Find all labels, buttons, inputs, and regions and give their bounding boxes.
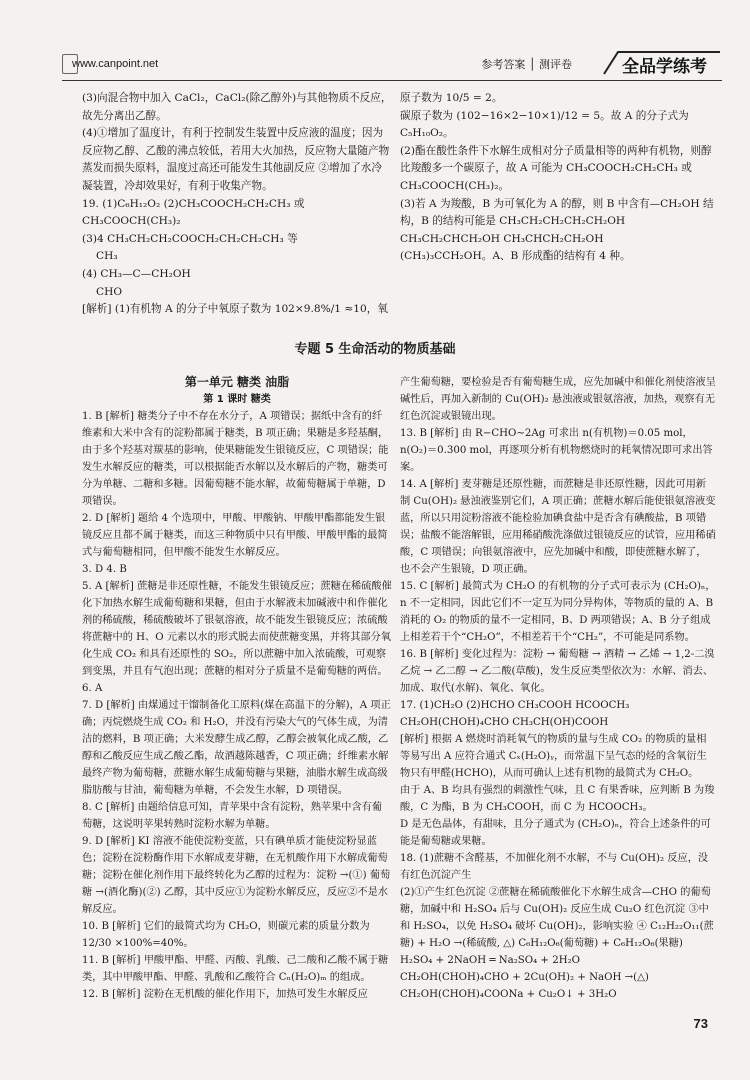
answer-item: 2. D [解析] 题给 4 个选项中，甲酸、甲酸钠、甲酸甲酯都能发生银镜反应且都不属于糖类，而这三种物质中只有甲酸、甲酸甲酯的最简式与葡萄糖相同，但甲酸不能发生水解反应。 [82, 513, 388, 558]
paragraph: 原子数为 10/5 = 2。 [400, 92, 503, 104]
paragraph: (3)4 CH₃CH₂CH₂COOCH₂CH₂CH₂CH₃ 等 [82, 232, 298, 245]
unit-title: 第一单元 糖类 油脂 [184, 375, 290, 389]
answer-item: 12. B [解析] 淀粉在无机酸的催化作用下，加热可发生水解反应 [82, 989, 368, 1000]
answer-column-bottom-right [400, 374, 716, 1003]
answer-item: 13. B [解析] 由 R−CHO∼2Ag 可求出 n(有机物)＝0.05 mol，n(O₂)＝0.300 mol，再逐项分析有机物燃烧时的耗氧情况即可求出答案。 [400, 428, 713, 473]
answer-item: 7. D [解析] 由煤通过干馏制备化工原料(煤在高温下的分解)，A 项正确；丙烷燃烧生成 CO₂ 和 H₂O，并没有污染大气的气体生成，为清洁的燃料，B 项正确；大米发酵生成乙醇，乙醇会被氧化成乙酸，乙醇和乙酸反应生成乙酸乙酯，故酒越陈越香，C 项正确；纤维素水解最终产物为葡萄糖，蔗糖水解生成葡萄糖与果糖，油脂水解生成高级脂肪酸与甘油，葡萄糖为单糖，不会发生水解，D 项错误。 [82, 700, 391, 796]
answer-item: 9. D [解析] KI 溶液不能使淀粉变蓝，只有碘单质才能使淀粉显蓝色；淀粉在淀粉酶作用下水解成麦芽糖，在无机酸作用下水解成葡萄糖；淀粉在催化剂作用下最终转化为乙醇的过程为：淀粉 →(①) 葡萄糖 →(酒化酶)(②) 乙醇，其中反应①为淀粉水解反应，反应②不是水解反应。 [82, 836, 391, 915]
answer-item: 11. B [解析] 甲酸甲酯、甲醛、丙酸、乳酸、己二酸和乙酸不属于糖类，其中甲酸甲酯、甲醛、乳酸和乙酸符合 Cₙ(H₂O)ₘ 的组成。 [82, 955, 389, 983]
answer-column-top-right [400, 90, 716, 266]
answer-item: 17. (1)CH₂O (2)HCHO CH₃COOH HCOOCH₃ CH₂OH(CHOH)₄CHO CH₃CH(OH)COOH [400, 700, 630, 728]
paragraph: (2)酯在酸性条件下水解生成相对分子质量相等的两种有机物，则醇比羧酸多一个碳原子，故 A 可能为 CH₃COOCH₂CH₂CH₃ 或 CH₃COOCH(CH₃)₂。 [400, 144, 712, 192]
lesson-title: 第 1 课时 糖类 [203, 394, 271, 405]
brand-logo-icon [602, 48, 722, 78]
answer-item: D 是无色晶体，有甜味，且分子通式为 (CH₂O)ₙ，符合上述条件的可能是葡萄糖或果糖。 [400, 819, 711, 847]
paragraph: (4)①增加了温度计，有利于控制发生装置中反应液的温度；因为反应物乙醇、乙酸的沸点较低，若用大火加热，反应物大量随产物蒸发而损失原料，温度过高还可能发生其他副反应 ②增加了水冷凝装置，冷却效果好，有利于收集产物。 [82, 127, 390, 192]
answer-item: 由于 A、B 均具有强烈的刺激性气味，且 C 有果香味，应判断 B 为羧酸，C 为酯，B 为 CH₃COOH，而 C 为 HCOOCH₃。 [400, 785, 715, 813]
answer-item: 6. A [82, 683, 103, 694]
answer-item: 1. B [解析] 糖类分子中不存在水分子，A 项错误；据纸中含有的纤维素和大米中含有的淀粉都属于糖类，B 项正确；果糖是多羟基酮，由于多个羟基对羰基的影响，使果糖能发生银镜反应，C 项错误；能发生水解反应的糖类，可以根据能否水解以及水解后的产物，糖类可分为单糖、二糖和多糖。因葡萄糖不能水解，故葡萄糖属于单糖，D 项错误。 [82, 411, 389, 507]
section-title: 专题 5 生命活动的物质基础 [294, 342, 456, 357]
logo-text: 全品学练考 [622, 57, 707, 77]
answer-item: 18. (1)蔗糖不含醛基，不加催化剂不水解，不与 Cu(OH)₂ 反应，没有红色沉淀产生 [400, 853, 709, 881]
answer-item: 16. B [解析] 变化过程为：淀粉 → 葡萄糖 → 酒精 → 乙烯 → 1,2-二溴乙烷 → 乙二醇 → 乙二酸(草酸)，发生反应类型依次为：水解、消去、加成、取代(水解)、氧化、氧化。 [400, 649, 715, 694]
structure-line: (4) CH₃—C—CH₂OH [82, 267, 191, 280]
answer-item: 产生葡萄糖，要检验是否有葡萄糖生成，应先加碱中和催化剂使溶液呈碱性后，再加入新制的 Cu(OH)₂ 悬浊液或银氨溶液，加热，观察有无红色沉淀或银镜出现。 [400, 377, 716, 422]
equation-line: H₂SO₄ + 2NaOH ═ Na₂SO₄ + 2H₂O [400, 955, 581, 966]
answer-item: 14. A [解析] 麦芽糖是还原性糖，而蔗糖是非还原性糖，因此可用新制 Cu(OH)₂ 悬浊液鉴别它们，A 项正确；蔗糖水解后能使银氨溶液变蓝，所以只用淀粉溶液不能检验加碘食盐中是否含有碘酸盐，B 项错误；盐酸不能溶解银，应用稀硝酸洗涤做过银镜反应的试管，应用稀硝酸，C 项错误；向银氨溶液中，应先加碱中和酸，即使蔗糖水解了，也不会产生银镜，D 项正确。 [400, 479, 716, 575]
answer-item: (2)①产生红色沉淀 ②蔗糖在稀硫酸催化下水解生成含—CHO 的葡萄糖，加碱中和 H₂SO₄ 后与 Cu(OH)₂ 反应生成 Cu₂O 红色沉淀 ③中和 H₂SO₄，以免 H₂SO₄ 破坏 Cu(OH)₂，影响实验 ④ C₁₂H₂₂O₁₁(蔗糖) + H₂O →(稀硫酸, △) C₆H₁₂O₆(葡萄糖) + C₆H₁₂O₆(果糖) [400, 887, 714, 949]
paragraph: (3)若 A 为羧酸，B 为可氧化为 A 的醇，则 B 中含有—CH₂OH 结构，B 的结构可能是 CH₃CH₂CH₂CH₂CH₂OH [400, 197, 714, 228]
equation-line: CH₂OH(CHOH)₄CHO + 2Cu(OH)₂ + NaOH →(△) CH₂OH(CHOH)₄COONa + Cu₂O↓ + 3H₂O [400, 972, 649, 1000]
answer-item: 10. B [解析] 它们的最简式均为 CH₂O，则碳元素的质量分数为 12/30 ×100%=40%。 [82, 921, 370, 949]
answer-item: 8. C [解析] 由题给信息可知，青苹果中含有淀粉，熟苹果中含有葡萄糖，这说明苹果转熟时淀粉水解为单糖。 [82, 802, 383, 830]
page-number: 73 [693, 1016, 708, 1031]
answer-column-bottom-left [82, 374, 392, 1003]
paragraph: 碳原子数为 (102−16×2−10×1)/12 = 5。故 A 的分子式为 C₅H₁₀O₂。 [400, 109, 689, 140]
paragraph: [解析] (1)有机物 A 的分子中氧原子数为 102×9.8%/1 ≈10，氧 [82, 303, 388, 316]
page-header [62, 48, 722, 81]
header-reference: 参考答案 │ 测评卷 [481, 58, 572, 71]
answer-column-top-left [82, 90, 392, 319]
site-url: www.canpoint.net [72, 58, 159, 70]
paragraph: (CH₃)₃CCH₂OH。A、B 形成酯的结构有 4 种。 [400, 250, 631, 263]
book-icon [62, 54, 78, 74]
structure-line: CHO [96, 285, 123, 298]
paragraph: 19. (1)C₆H₁₂O₂ (2)CH₃COOCH₂CH₂CH₃ 或 CH₃COOCH(CH₃)₂ [82, 197, 305, 228]
answer-item: 15. C [解析] 最简式为 CH₂O 的有机物的分子式可表示为 (CH₂O)ₙ，n 不一定相同，因此它们不一定互为同分异构体，等物质的量的 A、B 消耗的 O₂ 的物质的量不一定相同，B、D 两项错误；A、B 分子组成上相差若干个“CH₂O”，不相差若干个“CH₂”，不可能是同系物。 [400, 581, 716, 643]
structure-line: CH₃CH₂CHCH₂OH CH₃CHCH₂CH₂OH [400, 232, 604, 245]
paragraph: (3)向混合物中加入 CaCl₂，CaCl₂(除乙醇外)与其他物质不反应，故先分离出乙醇。 [82, 92, 392, 122]
answer-item: [解析] 根据 A 燃烧时消耗氧气的物质的量与生成 CO₂ 的物质的量相等易写出 A 应符合通式 Cₓ(H₂O)ᵧ，而常温下呈气态的烃的含氧衍生物只有甲醛(HCHO)，从而可确认上述有机物的最简式为 CH₂O。 [400, 734, 707, 779]
structure-line: CH₃ [96, 250, 118, 263]
answer-item: 5. A [解析] 蔗糖是非还原性糖，不能发生银镜反应；蔗糖在稀硫酸催化下加热水解生成葡萄糖和果糖，但由于水解液未加碱液中和作催化剂的稀硫酸，稀硫酸破坏了银氨溶液，故不能发生银镜反应；浓硫酸将蔗糖中的 H、O 元素以水的形式脱去而使蔗糖变黑，并将其部分氧化生成 CO₂ 和具有还原性的 SO₂，所以蔗糖中加入浓硫酸，可观察到变黑，并且有气泡出现；蔗糖的相对分子质量不是葡萄糖的两倍。 [82, 581, 392, 677]
answer-item: 3. D 4. B [82, 564, 127, 575]
